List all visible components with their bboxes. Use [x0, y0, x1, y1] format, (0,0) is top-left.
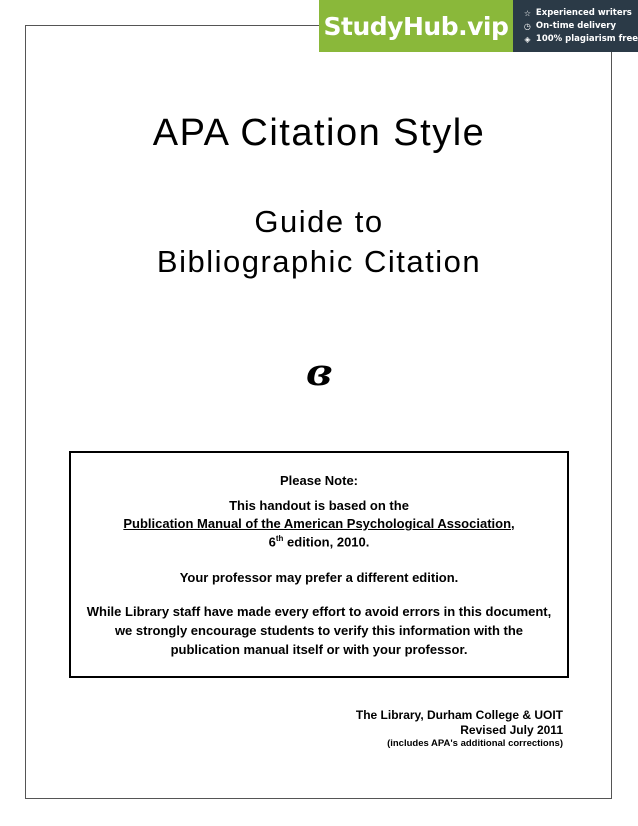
ornament-icon: ɞ	[306, 352, 332, 394]
feature-experienced-writers	[523, 8, 638, 18]
note-heading: Please Note:	[279, 473, 359, 488]
star-icon: ☆	[523, 8, 531, 18]
document-title: APA Citation Style	[152, 112, 486, 154]
edition-rest: edition, 2010.	[283, 534, 370, 550]
clock-icon: ◷	[523, 21, 531, 31]
studyhub-logo-text: StudyHub.vip	[323, 11, 509, 41]
note-box	[69, 451, 569, 678]
edition-suffix: th	[275, 534, 284, 543]
edition-number: 6	[268, 534, 276, 550]
footer-revised: Revised July 2011	[460, 723, 563, 737]
feature-text: Experienced writers	[535, 8, 632, 18]
document-subtitle-line1: Guide to	[254, 204, 384, 239]
banner-features	[513, 0, 638, 52]
note-disclaimer-line3: publication manual itself or with your professor.	[170, 642, 468, 657]
note-disclaimer-line2: we strongly encourage students to verify this information with the	[114, 623, 524, 638]
shield-icon: ◈	[524, 34, 531, 44]
manual-title-trailing: ,	[511, 516, 515, 531]
note-manual-line	[71, 516, 567, 531]
note-disclaimer-line1: While Library staff have made every effort to avoid errors in this document,	[86, 604, 552, 619]
footer-corrections: (includes APA's additional corrections)	[387, 738, 563, 749]
footer-institution: The Library, Durham College & UOIT	[355, 708, 563, 722]
note-preference: Your professor may prefer a different edition.	[179, 570, 459, 585]
note-edition-line	[71, 534, 567, 549]
manual-title: Publication Manual of the American Psychological Association	[123, 516, 512, 531]
studyhub-logo[interactable]	[319, 0, 513, 52]
feature-text: 100% plagiarism free	[535, 34, 638, 44]
feature-text: On-time delivery	[535, 21, 616, 31]
note-line1: This handout is based on the	[229, 498, 409, 513]
feature-plagiarism-free	[523, 34, 638, 44]
document-subtitle-line2: Bibliographic Citation	[156, 244, 482, 279]
studyhub-banner[interactable]	[319, 0, 638, 52]
feature-on-time-delivery	[523, 21, 638, 31]
